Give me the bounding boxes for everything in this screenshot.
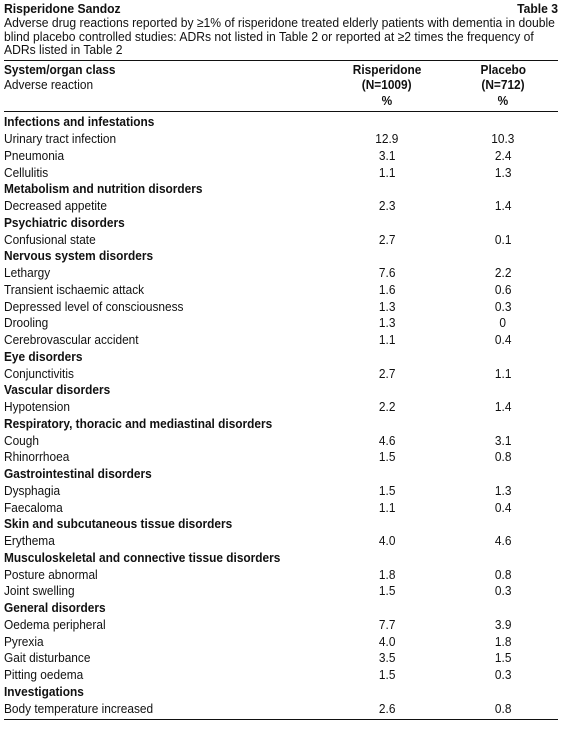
placebo-percent-cell (448, 701, 558, 720)
risperidone-percent: 2.3 (378, 198, 396, 214)
risperidone-percent-cell (326, 148, 448, 165)
adverse-reaction-label: Erythema (4, 533, 55, 549)
risperidone-percent: 1.5 (378, 482, 396, 498)
risperidone-percent: 1.1 (378, 332, 396, 348)
risperidone-percent: 2.7 (378, 231, 396, 247)
system-organ-class-cell (4, 684, 326, 701)
placebo-percent: 0.8 (494, 449, 512, 465)
table-row (4, 165, 558, 182)
category-row (4, 181, 558, 198)
table-row (4, 282, 558, 299)
risperidone-percent: 7.7 (378, 616, 396, 632)
adverse-reaction-label: Rhinorrhoea (4, 449, 70, 465)
risperidone-percent-cell (326, 399, 448, 416)
adverse-reaction-cell (4, 148, 326, 165)
system-organ-class-label: Musculoskeletal and connective tissue disorders (4, 549, 281, 565)
adverse-reaction-cell (4, 533, 326, 550)
risperidone-percent-cell (326, 315, 448, 332)
risperidone-percent: 1.1 (378, 499, 396, 515)
adverse-reaction-label: Depressed level of consciousness (4, 298, 184, 314)
risperidone-percent: 4.0 (378, 533, 396, 549)
placebo-percent-cell (448, 366, 558, 383)
adverse-reaction-label: Joint swelling (4, 583, 75, 599)
adverse-reaction-label: Gait disturbance (4, 650, 91, 666)
adverse-reaction-cell (4, 583, 326, 600)
placebo-percent-cell (448, 684, 558, 701)
placebo-percent-cell (448, 617, 558, 634)
table-body (4, 112, 558, 720)
placebo-percent-cell (448, 112, 558, 131)
table-row (4, 617, 558, 634)
placebo-percent-cell (448, 299, 558, 316)
risperidone-percent: 4.0 (378, 633, 396, 649)
system-organ-class-label: General disorders (4, 600, 106, 616)
adverse-reaction-cell (4, 667, 326, 684)
risperidone-percent: 1.1 (378, 164, 396, 180)
risperidone-percent-cell (326, 349, 448, 366)
adverse-reactions-table (4, 61, 558, 720)
placebo-percent-cell (448, 148, 558, 165)
system-organ-class-cell (4, 600, 326, 617)
risperidone-percent-cell (326, 617, 448, 634)
adverse-reaction-cell (4, 399, 326, 416)
risperidone-percent-cell (326, 382, 448, 399)
column-header-class (4, 61, 326, 112)
adverse-reaction-label: Pyrexia (4, 633, 44, 649)
placebo-percent: 2.4 (494, 147, 512, 163)
column-header-class-line2: Adverse reaction (4, 77, 94, 93)
table-row (4, 583, 558, 600)
table-row (4, 433, 558, 450)
table-row (4, 567, 558, 584)
placebo-percent: 1.4 (494, 198, 512, 214)
risperidone-percent-cell (326, 332, 448, 349)
system-organ-class-cell (4, 416, 326, 433)
system-organ-class-cell (4, 516, 326, 533)
column-header-placebo (448, 61, 558, 112)
risperidone-percent-cell (326, 181, 448, 198)
risperidone-percent-cell (326, 533, 448, 550)
table-number: Table 3 (517, 1, 559, 16)
adverse-reaction-cell (4, 634, 326, 651)
placebo-percent-cell (448, 399, 558, 416)
placebo-percent: 1.1 (494, 365, 512, 381)
adverse-reaction-cell (4, 650, 326, 667)
risperidone-percent-cell (326, 131, 448, 148)
placebo-percent: 0.4 (494, 332, 512, 348)
category-row (4, 112, 558, 131)
risperidone-percent-cell (326, 165, 448, 182)
table-row (4, 483, 558, 500)
column-header-risperidone-line2: (N=1009) (362, 77, 412, 93)
risperidone-percent-cell (326, 600, 448, 617)
system-organ-class-cell (4, 466, 326, 483)
placebo-percent-cell (448, 332, 558, 349)
risperidone-percent-cell (326, 232, 448, 249)
system-organ-class-label: Eye disorders (4, 348, 83, 364)
risperidone-percent-cell (326, 449, 448, 466)
system-organ-class-cell (4, 112, 326, 131)
placebo-percent: 0.1 (494, 231, 512, 247)
placebo-percent-cell (448, 466, 558, 483)
table-row (4, 265, 558, 282)
system-organ-class-cell (4, 349, 326, 366)
adverse-reaction-label: Cerebrovascular accident (4, 332, 139, 348)
risperidone-percent-cell (326, 466, 448, 483)
risperidone-percent-cell (326, 667, 448, 684)
risperidone-percent-cell (326, 248, 448, 265)
adverse-reaction-label: Lethargy (4, 265, 51, 281)
adverse-reaction-cell (4, 701, 326, 720)
table-row (4, 533, 558, 550)
category-row (4, 349, 558, 366)
placebo-percent: 0.4 (494, 499, 512, 515)
placebo-percent: 1.3 (494, 482, 512, 498)
adverse-reaction-cell (4, 315, 326, 332)
risperidone-percent: 1.5 (378, 667, 396, 683)
placebo-percent-cell (448, 433, 558, 450)
placebo-percent-cell (448, 416, 558, 433)
risperidone-percent-cell (326, 650, 448, 667)
adverse-reaction-label: Cellulitis (4, 164, 49, 180)
table-row (4, 198, 558, 215)
risperidone-percent: 1.3 (378, 298, 396, 314)
risperidone-percent: 3.1 (378, 147, 396, 163)
category-row (4, 416, 558, 433)
adverse-reaction-cell (4, 567, 326, 584)
table-bottom-rule (4, 719, 558, 720)
system-organ-class-cell (4, 181, 326, 198)
placebo-percent: 1.4 (494, 399, 512, 415)
placebo-percent: 1.5 (494, 650, 512, 666)
adverse-reaction-label: Dysphagia (4, 482, 61, 498)
adverse-reaction-label: Cough (4, 432, 39, 448)
adverse-reaction-cell (4, 332, 326, 349)
placebo-percent: 10.3 (491, 131, 515, 147)
system-organ-class-cell (4, 382, 326, 399)
risperidone-percent: 4.6 (378, 432, 396, 448)
adverse-reaction-cell (4, 265, 326, 282)
risperidone-percent-cell (326, 416, 448, 433)
placebo-percent: 2.2 (494, 265, 512, 281)
adverse-reaction-cell (4, 299, 326, 316)
risperidone-percent: 1.6 (378, 281, 396, 297)
risperidone-percent-cell (326, 684, 448, 701)
risperidone-percent-cell (326, 299, 448, 316)
placebo-percent-cell (448, 215, 558, 232)
placebo-percent-cell (448, 567, 558, 584)
adverse-reaction-label: Drooling (4, 315, 49, 331)
table-row (4, 399, 558, 416)
risperidone-percent-cell (326, 550, 448, 567)
system-organ-class-label: Vascular disorders (4, 382, 111, 398)
adverse-reaction-label: Oedema peripheral (4, 616, 106, 632)
placebo-percent-cell (448, 282, 558, 299)
risperidone-percent-cell (326, 500, 448, 517)
placebo-percent-cell (448, 232, 558, 249)
table-row (4, 634, 558, 651)
placebo-percent: 0.3 (494, 298, 512, 314)
table-header (4, 61, 558, 112)
risperidone-percent: 7.6 (378, 265, 396, 281)
risperidone-percent: 2.2 (378, 399, 396, 415)
category-row (4, 215, 558, 232)
adverse-reaction-cell (4, 433, 326, 450)
table-row (4, 148, 558, 165)
adverse-reaction-label: Posture abnormal (4, 566, 98, 582)
system-organ-class-label: Skin and subcutaneous tissue disorders (4, 516, 233, 532)
risperidone-percent-cell (326, 483, 448, 500)
placebo-percent-cell (448, 600, 558, 617)
risperidone-percent-cell (326, 583, 448, 600)
risperidone-percent: 3.5 (378, 650, 396, 666)
placebo-percent-cell (448, 483, 558, 500)
table-row (4, 500, 558, 517)
placebo-percent-cell (448, 583, 558, 600)
column-header-placebo-line1: Placebo (480, 61, 526, 77)
system-organ-class-label: Nervous system disorders (4, 248, 154, 264)
adverse-reaction-cell (4, 617, 326, 634)
category-row (4, 516, 558, 533)
adverse-reaction-label: Pneumonia (4, 147, 65, 163)
risperidone-percent-cell (326, 433, 448, 450)
system-organ-class-label: Infections and infestations (4, 114, 155, 130)
system-organ-class-label: Investigations (4, 683, 84, 699)
placebo-percent-cell (448, 131, 558, 148)
category-row (4, 248, 558, 265)
table-row (4, 131, 558, 148)
column-header-class-line1: System/organ class (4, 61, 116, 77)
placebo-percent: 3.9 (494, 616, 512, 632)
category-row (4, 684, 558, 701)
adverse-reaction-label: Conjunctivitis (4, 365, 74, 381)
risperidone-percent-cell (326, 112, 448, 131)
adverse-reaction-cell (4, 449, 326, 466)
column-header-placebo-line3: % (497, 92, 509, 108)
system-organ-class-label: Metabolism and nutrition disorders (4, 181, 203, 197)
placebo-percent-cell (448, 634, 558, 651)
column-header-risperidone (326, 61, 448, 112)
risperidone-percent-cell (326, 215, 448, 232)
system-organ-class-cell (4, 550, 326, 567)
system-organ-class-label: Respiratory, thoracic and mediastinal disorders (4, 415, 273, 431)
adverse-reaction-cell (4, 232, 326, 249)
system-organ-class-cell (4, 215, 326, 232)
risperidone-percent: 2.7 (378, 365, 396, 381)
system-organ-class-cell (4, 248, 326, 265)
table-row (4, 332, 558, 349)
table-row (4, 232, 558, 249)
placebo-percent: 0.6 (494, 281, 512, 297)
risperidone-percent-cell (326, 634, 448, 651)
placebo-percent: 0.8 (494, 566, 512, 582)
category-row (4, 550, 558, 567)
column-header-placebo-line2: (N=712) (481, 77, 525, 93)
adverse-reaction-cell (4, 165, 326, 182)
placebo-percent-cell (448, 349, 558, 366)
placebo-percent: 1.3 (494, 164, 512, 180)
placebo-percent-cell (448, 198, 558, 215)
adverse-reaction-label: Urinary tract infection (4, 131, 117, 147)
adverse-reaction-label: Pitting oedema (4, 667, 84, 683)
adverse-reaction-label: Decreased appetite (4, 198, 107, 214)
system-organ-class-label: Psychiatric disorders (4, 214, 125, 230)
risperidone-percent-cell (326, 701, 448, 720)
adverse-reaction-label: Hypotension (4, 399, 70, 415)
adverse-reaction-cell (4, 131, 326, 148)
risperidone-percent-cell (326, 282, 448, 299)
placebo-percent: 1.8 (494, 633, 512, 649)
risperidone-percent-cell (326, 265, 448, 282)
placebo-percent-cell (448, 533, 558, 550)
placebo-percent-cell (448, 516, 558, 533)
document-header (4, 0, 558, 16)
column-header-risperidone-line1: Risperidone (352, 61, 422, 77)
category-row (4, 466, 558, 483)
document-title: Risperidone Sandoz (4, 1, 121, 16)
adverse-reaction-cell (4, 483, 326, 500)
table-row (4, 315, 558, 332)
placebo-percent-cell (448, 550, 558, 567)
risperidone-percent-cell (326, 516, 448, 533)
placebo-percent-cell (448, 248, 558, 265)
adverse-reaction-label: Faecaloma (4, 499, 63, 515)
placebo-percent-cell (448, 500, 558, 517)
table-caption: Adverse drug reactions reported by ≥1% of risperidone treated elderly patients with dementia in double blind placebo controlled studies: ADRs not listed in Table 2 or reported at ≥2 times the frequency of ADRs listed in Table 2 (4, 15, 555, 58)
table-row (4, 701, 558, 720)
placebo-percent-cell (448, 382, 558, 399)
system-organ-class-label: Gastrointestinal disorders (4, 466, 152, 482)
placebo-percent: 0 (499, 315, 507, 331)
category-row (4, 382, 558, 399)
adverse-reaction-label: Transient ischaemic attack (4, 281, 145, 297)
placebo-percent: 0.3 (494, 583, 512, 599)
placebo-percent: 0.8 (494, 700, 512, 716)
placebo-percent: 4.6 (494, 533, 512, 549)
risperidone-percent: 2.6 (378, 700, 396, 716)
risperidone-percent-cell (326, 567, 448, 584)
category-row (4, 600, 558, 617)
table-row (4, 299, 558, 316)
risperidone-percent: 1.3 (378, 315, 396, 331)
table-row (4, 449, 558, 466)
adverse-reaction-cell (4, 282, 326, 299)
placebo-percent-cell (448, 449, 558, 466)
placebo-percent-cell (448, 650, 558, 667)
table-row (4, 366, 558, 383)
table-row (4, 650, 558, 667)
adverse-reaction-cell (4, 198, 326, 215)
adverse-reaction-label: Body temperature increased (4, 700, 154, 716)
placebo-percent: 3.1 (494, 432, 512, 448)
risperidone-percent-cell (326, 198, 448, 215)
adverse-reaction-cell (4, 500, 326, 517)
risperidone-percent: 1.5 (378, 449, 396, 465)
placebo-percent-cell (448, 181, 558, 198)
table-row (4, 667, 558, 684)
column-header-risperidone-line3: % (381, 92, 393, 108)
risperidone-percent: 1.8 (378, 566, 396, 582)
adverse-reaction-label: Confusional state (4, 231, 96, 247)
risperidone-percent: 12.9 (375, 131, 399, 147)
risperidone-percent-cell (326, 366, 448, 383)
risperidone-percent: 1.5 (378, 583, 396, 599)
placebo-percent: 0.3 (494, 667, 512, 683)
adverse-reaction-cell (4, 366, 326, 383)
placebo-percent-cell (448, 667, 558, 684)
placebo-percent-cell (448, 165, 558, 182)
placebo-percent-cell (448, 315, 558, 332)
placebo-percent-cell (448, 265, 558, 282)
